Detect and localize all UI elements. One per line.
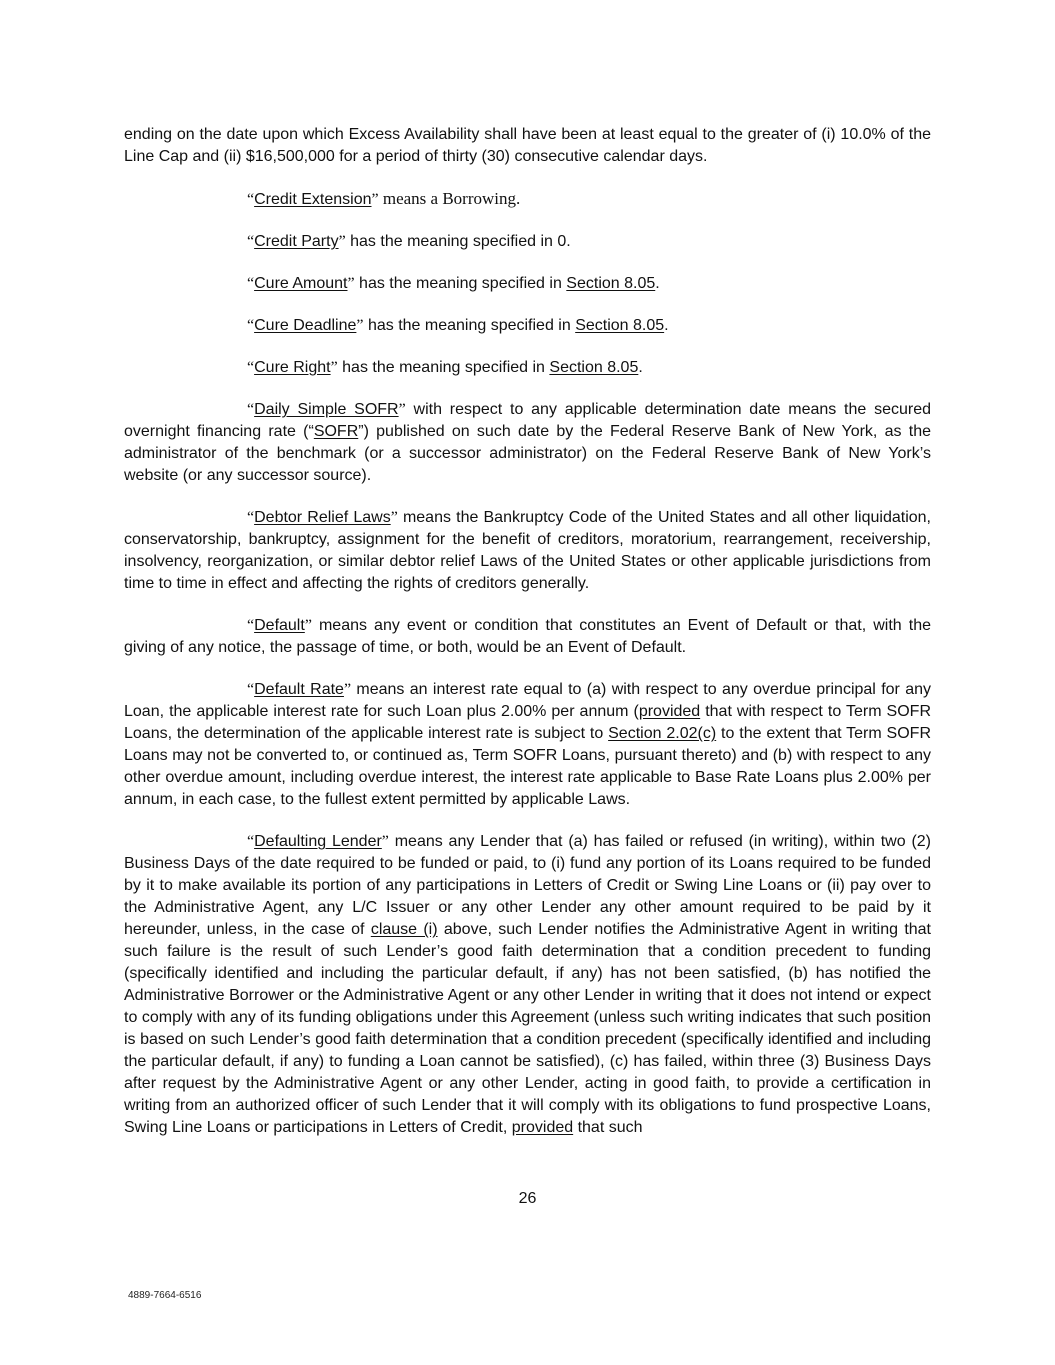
open-quote: “: [247, 509, 255, 526]
provided-term: provided: [638, 703, 701, 720]
close-quote: ”: [356, 317, 364, 334]
definition-cure-deadline: [124, 315, 931, 337]
open-quote: “: [247, 317, 255, 334]
definition-end: .: [638, 359, 643, 376]
defined-term: Credit Party: [254, 233, 339, 250]
definition-default: [124, 615, 931, 659]
open-quote: “: [247, 275, 255, 292]
definition-cure-right: [124, 357, 931, 379]
close-quote: ”: [390, 509, 398, 526]
open-quote: “: [247, 359, 255, 376]
defined-term: Default Rate: [254, 681, 344, 698]
open-quote: “: [247, 833, 255, 850]
close-quote: ”: [338, 233, 346, 250]
document-body: [124, 124, 931, 1159]
section-reference: Section 8.05: [549, 359, 639, 376]
defined-term: Default: [254, 617, 305, 634]
defined-term: Debtor Relief Laws: [254, 509, 391, 526]
close-quote: ”: [330, 359, 338, 376]
provided-term: provided: [511, 1119, 574, 1136]
close-quote: ”: [381, 833, 389, 850]
definition-text-end: that such: [573, 1119, 643, 1136]
open-quote: “: [247, 617, 255, 634]
definition-text: means any event or condition that constitutes an Event of Default or that, with the giving of any notice, the passage of time, or both, would be an Event of Default.: [124, 617, 931, 656]
definition-daily-simple-sofr: [124, 399, 931, 487]
definition-text-continued: ”) published on such date by the Federal Reserve Bank of New York, as the administrator of the benchmark (or a successor administrator) on the Federal Reserve Bank of New York’s website (or any successor source).: [124, 423, 931, 484]
definition-text-continued: that with respect to Term SOFR Loans, the determination of the applicable interest rate is subject to: [124, 703, 931, 742]
close-quote: ”: [343, 681, 352, 698]
clause-reference: clause (i): [370, 921, 438, 938]
intro-text: ending on the date upon which Excess Availability shall have been at least equal to the greater of (i) 10.0% of the Line Cap and (ii) $16,500,000 for a period of thirty (30) consecutive calendar days.: [124, 126, 931, 165]
open-quote: “: [247, 401, 255, 418]
open-quote: “: [247, 191, 255, 208]
definition-debtor-relief-laws: [124, 507, 931, 595]
definition-text: means the Bankruptcy Code of the United States and all other liquidation, conservatorship, bankruptcy, assignment for the benefit of creditors, moratorium, rearrangement, receivership, insolvency, reorganization, or similar debtor relief Laws of the United States or other applicable jurisdictions from time to time in effect and affecting the rights of creditors generally.: [124, 509, 931, 592]
definition-text: means any Lender that (a) has failed or refused (in writing), within two (2) Business Days of the date required to be funded or paid, to (i) fund any portion of its Loans required to be funded by it to make available its portion of any participations in Letters of Credit or Swing Line Loans or (ii) pay over to the Administrative Agent, any L/C Issuer or any other Lender any other amount required to be paid by it hereunder, unless, in the case of: [124, 833, 932, 938]
open-quote: “: [247, 681, 255, 698]
definition-end: .: [655, 275, 660, 292]
definition-text-continued: above, such Lender notifies the Administrative Agent in writing that such failure is the result of such Lender’s good faith determination that a condition precedent to funding (specifically identified and including the particular default, if any) has not been satisfied, (b) has notified the Administrative Borrower or the Administrative Agent or any other Lender in writing that it does not intend or expect to comply with any of its funding obligations under this Agreement (unless such writing indicates that such position is based on such Lender’s good faith determination that a condition precedent (specifically identified and including the particular default, if any) to funding a Loan cannot be satisfied), (c) has failed, within three (3) Business Days after request by the Administrative Agent or any other Lender, acting in good faith, to provide a certification in writing from an authorized officer of such Lender that it will comply with its obligations to fund prospective Loans, Swing Line Loans or participations in Letters of Credit,: [124, 921, 932, 1136]
defined-term: Defaulting Lender: [254, 833, 382, 850]
definition-text: has the meaning specified in: [354, 275, 567, 292]
definition-default-rate: [124, 679, 931, 811]
section-reference: Section 8.05: [575, 317, 665, 334]
defined-term: Credit Extension: [254, 191, 372, 208]
definition-text: has the meaning specified in: [337, 359, 550, 376]
defined-term: Daily Simple SOFR: [254, 401, 399, 418]
intro-paragraph: [124, 124, 931, 168]
definition-text: means a Borrowing.: [378, 189, 521, 208]
definition-credit-party: [124, 231, 931, 253]
definition-text: means an interest rate equal to (a) with respect to any overdue principal for any Loan, the applicable interest rate for such Loan plus 2.00% per annum (: [124, 681, 932, 720]
open-quote: “: [247, 233, 255, 250]
definition-cure-amount: [124, 273, 931, 295]
definition-text-end: to the extent that Term SOFR Loans may not be converted to, or continued as, Term SOFR Loans, pursuant thereto) and (b) with respect to any other overdue amount, including overdue interest, the interest rate applicable to Base Rate Loans plus 2.00% per annum, in each case, to the fullest extent permitted by applicable Laws.: [124, 725, 931, 808]
defined-term: Cure Right: [254, 359, 331, 376]
close-quote: ”: [347, 275, 355, 292]
definition-text: has the meaning specified in: [363, 317, 576, 334]
defined-term: Cure Amount: [254, 275, 348, 292]
definition-defaulting-lender: [124, 831, 931, 1139]
close-quote: ”: [371, 191, 379, 208]
defined-term: Cure Deadline: [254, 317, 357, 334]
definition-end: .: [664, 317, 669, 334]
document-id: 4889-7664-6516: [128, 1290, 202, 1301]
definition-text: has the meaning specified in 0.: [345, 233, 571, 250]
definition-text: with respect to any applicable determination date means the secured overnight financing rate (“: [124, 401, 931, 440]
section-reference: Section 2.02(c): [608, 725, 717, 742]
close-quote: ”: [398, 401, 406, 418]
section-reference: Section 8.05: [566, 275, 656, 292]
page-number: 26: [518, 1190, 537, 1207]
definition-credit-extension: [124, 188, 931, 211]
close-quote: ”: [304, 617, 312, 634]
defined-abbreviation: SOFR: [313, 423, 359, 440]
